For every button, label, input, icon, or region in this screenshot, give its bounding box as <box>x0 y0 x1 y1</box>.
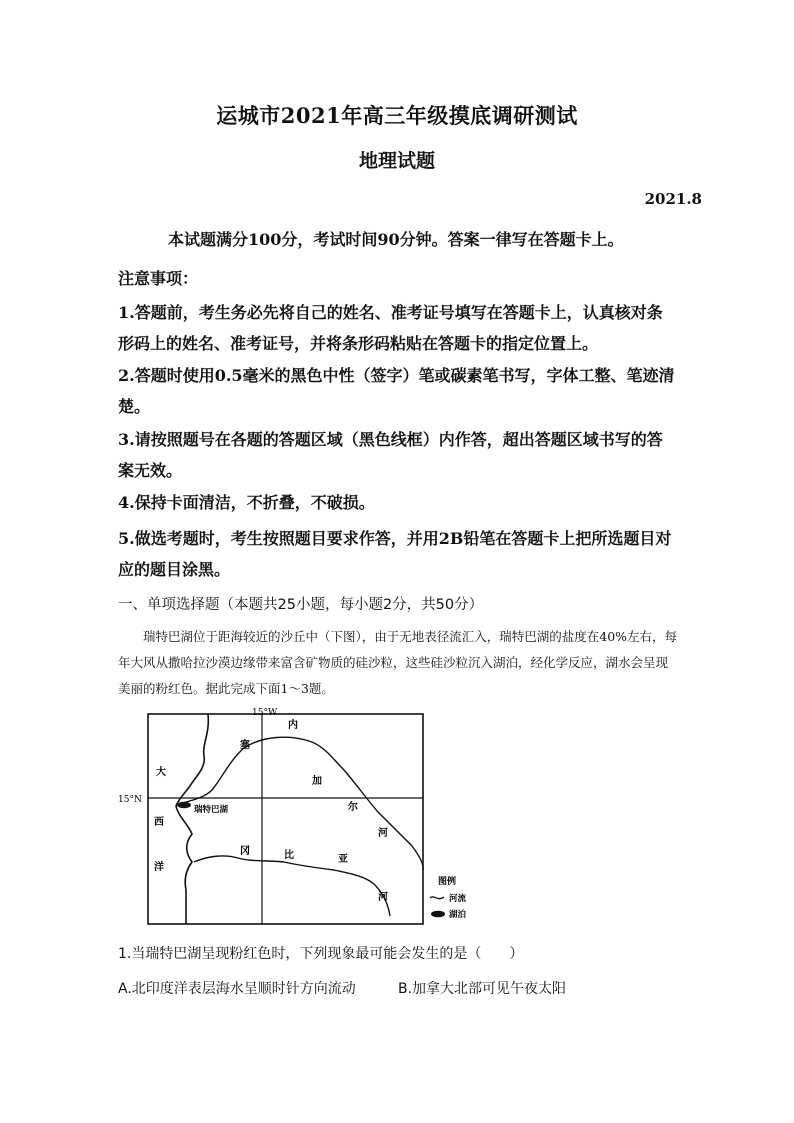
section-heading: 一、单项选择题（本题共25小题，每小题2分，共50分） <box>118 597 484 613</box>
senegal-river <box>180 737 423 870</box>
ocean-label-char: 西 <box>154 817 164 828</box>
legend-title: 图例 <box>438 877 457 887</box>
gambia-label-char: 亚 <box>338 854 348 865</box>
senegal-label-char: 尔 <box>348 802 358 813</box>
senegal-label-char: 河 <box>378 828 388 839</box>
reading-passage: 瑞特巴湖位于距海较近的沙丘中（下图），由于无地表径流汇入，瑞特巴湖的盐度在40%左右，每年大风从撒哈拉沙漠边缘带来富含矿物质的硅沙粒，这些硅沙粒沉入湖泊，经化学反应，湖水会呈现美丽的粉红色。据此完成下面1～3题。 <box>118 629 678 696</box>
option-b: B.加拿大北部可见午夜太阳 <box>398 981 567 997</box>
senegal-label-char: 内 <box>288 720 298 731</box>
legend-river-symbol <box>430 897 444 899</box>
exam-date: 2021.8 <box>644 190 702 208</box>
option-a: A.北印度洋表层海水呈顺时针方向流动 <box>118 981 356 997</box>
gambia-label-char: 比 <box>284 850 294 861</box>
exam-title: 运城市2021年高三年级摸底调研测试 <box>216 103 578 128</box>
coastline <box>176 714 208 924</box>
latitude-label: 15°N <box>118 795 142 805</box>
gambia-label-char: 冈 <box>240 846 250 857</box>
intro-line: 本试题满分100分，考试时间90分钟。答案一律写在答题卡上。 <box>168 230 624 249</box>
notice-item: 4.保持卡面清洁，不折叠，不破损。 <box>118 493 375 512</box>
notice-heading: 注意事项： <box>118 269 199 288</box>
legend-lake-label: 湖泊 <box>449 910 467 920</box>
ocean-label-char: 洋 <box>154 862 164 873</box>
senegal-label-char: 塞 <box>240 740 250 751</box>
subject-title: 地理试题 <box>358 150 435 172</box>
notice-item: 1.答题前，考生务必先将自己的姓名、准考证号填写在答题卡上，认真核对条形码上的姓名、准考证号，并将条形码粘贴在答题卡的指定位置上。 <box>118 303 663 353</box>
lake-retba <box>177 802 191 808</box>
senegal-label-char: 加 <box>312 776 322 787</box>
question-1-stem: 1.当瑞特巴湖呈现粉红色时，下列现象最可能会发生的是（ ） <box>118 946 524 962</box>
notice-item: 2.答题时使用0.5毫米的黑色中性（签字）笔或碳素笔书写，字体工整、笔迹清楚。 <box>118 366 675 416</box>
legend-lake-symbol <box>431 911 445 918</box>
longitude-label: 15°W <box>252 708 278 718</box>
lake-label: 瑞特巴湖 <box>194 805 229 815</box>
notice-item: 5.做选考题时，考生按照题目要求作答，并用2B铅笔在答题卡上把所选题目对应的题目涂黑。 <box>118 529 672 579</box>
gambia-label-char: 河 <box>378 892 388 903</box>
gambia-river <box>194 856 390 916</box>
ocean-label-char: 大 <box>156 767 166 778</box>
notice-item: 3.请按照题号在各题的答题区域（黑色线框）内作答，超出答题区域书写的答案无效。 <box>118 430 663 480</box>
legend-river-label: 河流 <box>449 894 467 904</box>
lake-retba-map <box>112 704 482 930</box>
